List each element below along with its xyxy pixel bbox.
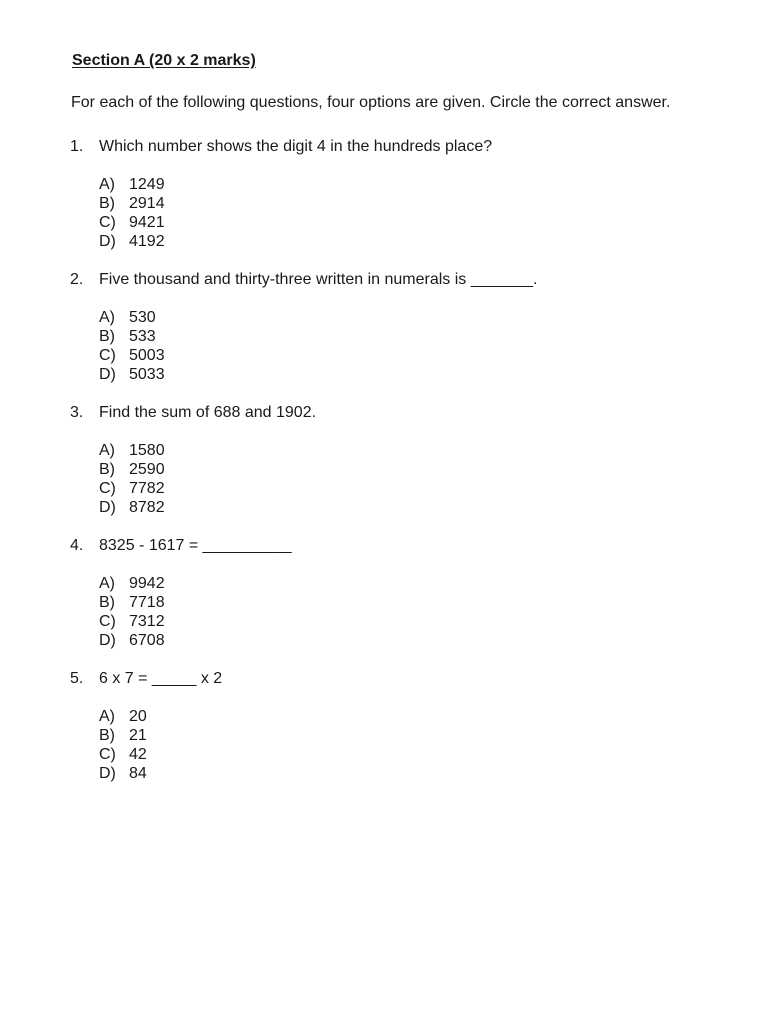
option-letter: C) (99, 214, 116, 231)
option-value: 84 (129, 765, 147, 782)
question-1 (70, 137, 730, 251)
option-c[interactable] (99, 745, 730, 764)
option-value: 7312 (129, 613, 165, 630)
option-value: 7782 (129, 480, 165, 497)
option-a[interactable] (99, 308, 730, 327)
option-b[interactable] (99, 460, 730, 479)
options-list (99, 175, 730, 251)
instructions-text: For each of the following questions, four options are given. Circle the correct answer. (71, 94, 671, 111)
option-letter: D) (99, 632, 116, 649)
question-text: Which number shows the digit 4 in the hundreds place? (99, 138, 493, 155)
question-stem (70, 669, 730, 688)
option-value: 42 (129, 746, 147, 763)
option-value: 1580 (129, 442, 165, 459)
question-text: 6 x 7 = _____ x 2 (99, 670, 223, 687)
question-number: 1. (70, 138, 84, 155)
question-3 (70, 403, 730, 517)
option-c[interactable] (99, 213, 730, 232)
question-stem (70, 403, 730, 422)
question-number: 5. (70, 670, 84, 687)
option-value: 20 (129, 708, 147, 725)
option-value: 21 (129, 727, 147, 744)
option-b[interactable] (99, 194, 730, 213)
option-value: 530 (129, 309, 156, 326)
option-letter: C) (99, 613, 116, 630)
option-c[interactable] (99, 612, 730, 631)
option-value: 1249 (129, 176, 165, 193)
option-value: 533 (129, 328, 156, 345)
options-list (99, 441, 730, 517)
option-letter: D) (99, 366, 116, 383)
option-d[interactable] (99, 498, 730, 517)
option-letter: D) (99, 765, 116, 782)
option-letter: B) (99, 727, 115, 744)
option-value: 2590 (129, 461, 165, 478)
option-value: 8782 (129, 499, 165, 516)
option-letter: A) (99, 442, 115, 459)
option-value: 6708 (129, 632, 165, 649)
option-letter: B) (99, 461, 115, 478)
option-c[interactable] (99, 346, 730, 365)
question-text: 8325 - 1617 = __________ (99, 537, 292, 554)
question-number: 4. (70, 537, 84, 554)
option-d[interactable] (99, 232, 730, 251)
question-5 (70, 669, 730, 783)
option-b[interactable] (99, 726, 730, 745)
question-2 (70, 270, 730, 384)
option-d[interactable] (99, 365, 730, 384)
option-letter: D) (99, 233, 116, 250)
option-a[interactable] (99, 441, 730, 460)
option-letter: A) (99, 708, 115, 725)
options-list (99, 707, 730, 783)
option-value: 9942 (129, 575, 165, 592)
options-list (99, 574, 730, 650)
option-letter: C) (99, 480, 116, 497)
option-value: 7718 (129, 594, 165, 611)
question-stem (70, 270, 730, 289)
option-value: 9421 (129, 214, 165, 231)
option-value: 5033 (129, 366, 165, 383)
option-a[interactable] (99, 175, 730, 194)
option-letter: B) (99, 328, 115, 345)
option-letter: C) (99, 347, 116, 364)
options-list (99, 308, 730, 384)
question-stem (70, 137, 730, 156)
option-value: 5003 (129, 347, 165, 364)
option-a[interactable] (99, 707, 730, 726)
option-b[interactable] (99, 327, 730, 346)
option-letter: C) (99, 746, 116, 763)
option-d[interactable] (99, 764, 730, 783)
question-text: Find the sum of 688 and 1902. (99, 404, 317, 421)
question-number: 3. (70, 404, 84, 421)
option-letter: A) (99, 309, 115, 326)
question-text: Five thousand and thirty-three written in numerals is _______. (99, 271, 538, 288)
question-number: 2. (70, 271, 84, 288)
option-letter: A) (99, 176, 115, 193)
option-letter: D) (99, 499, 116, 516)
question-stem (70, 536, 730, 555)
option-letter: B) (99, 594, 115, 611)
option-b[interactable] (99, 593, 730, 612)
option-c[interactable] (99, 479, 730, 498)
option-letter: A) (99, 575, 115, 592)
option-d[interactable] (99, 631, 730, 650)
question-4 (70, 536, 730, 650)
option-a[interactable] (99, 574, 730, 593)
option-value: 2914 (129, 195, 165, 212)
section-title: Section A (20 x 2 marks) (72, 52, 256, 69)
option-value: 4192 (129, 233, 165, 250)
option-letter: B) (99, 195, 115, 212)
